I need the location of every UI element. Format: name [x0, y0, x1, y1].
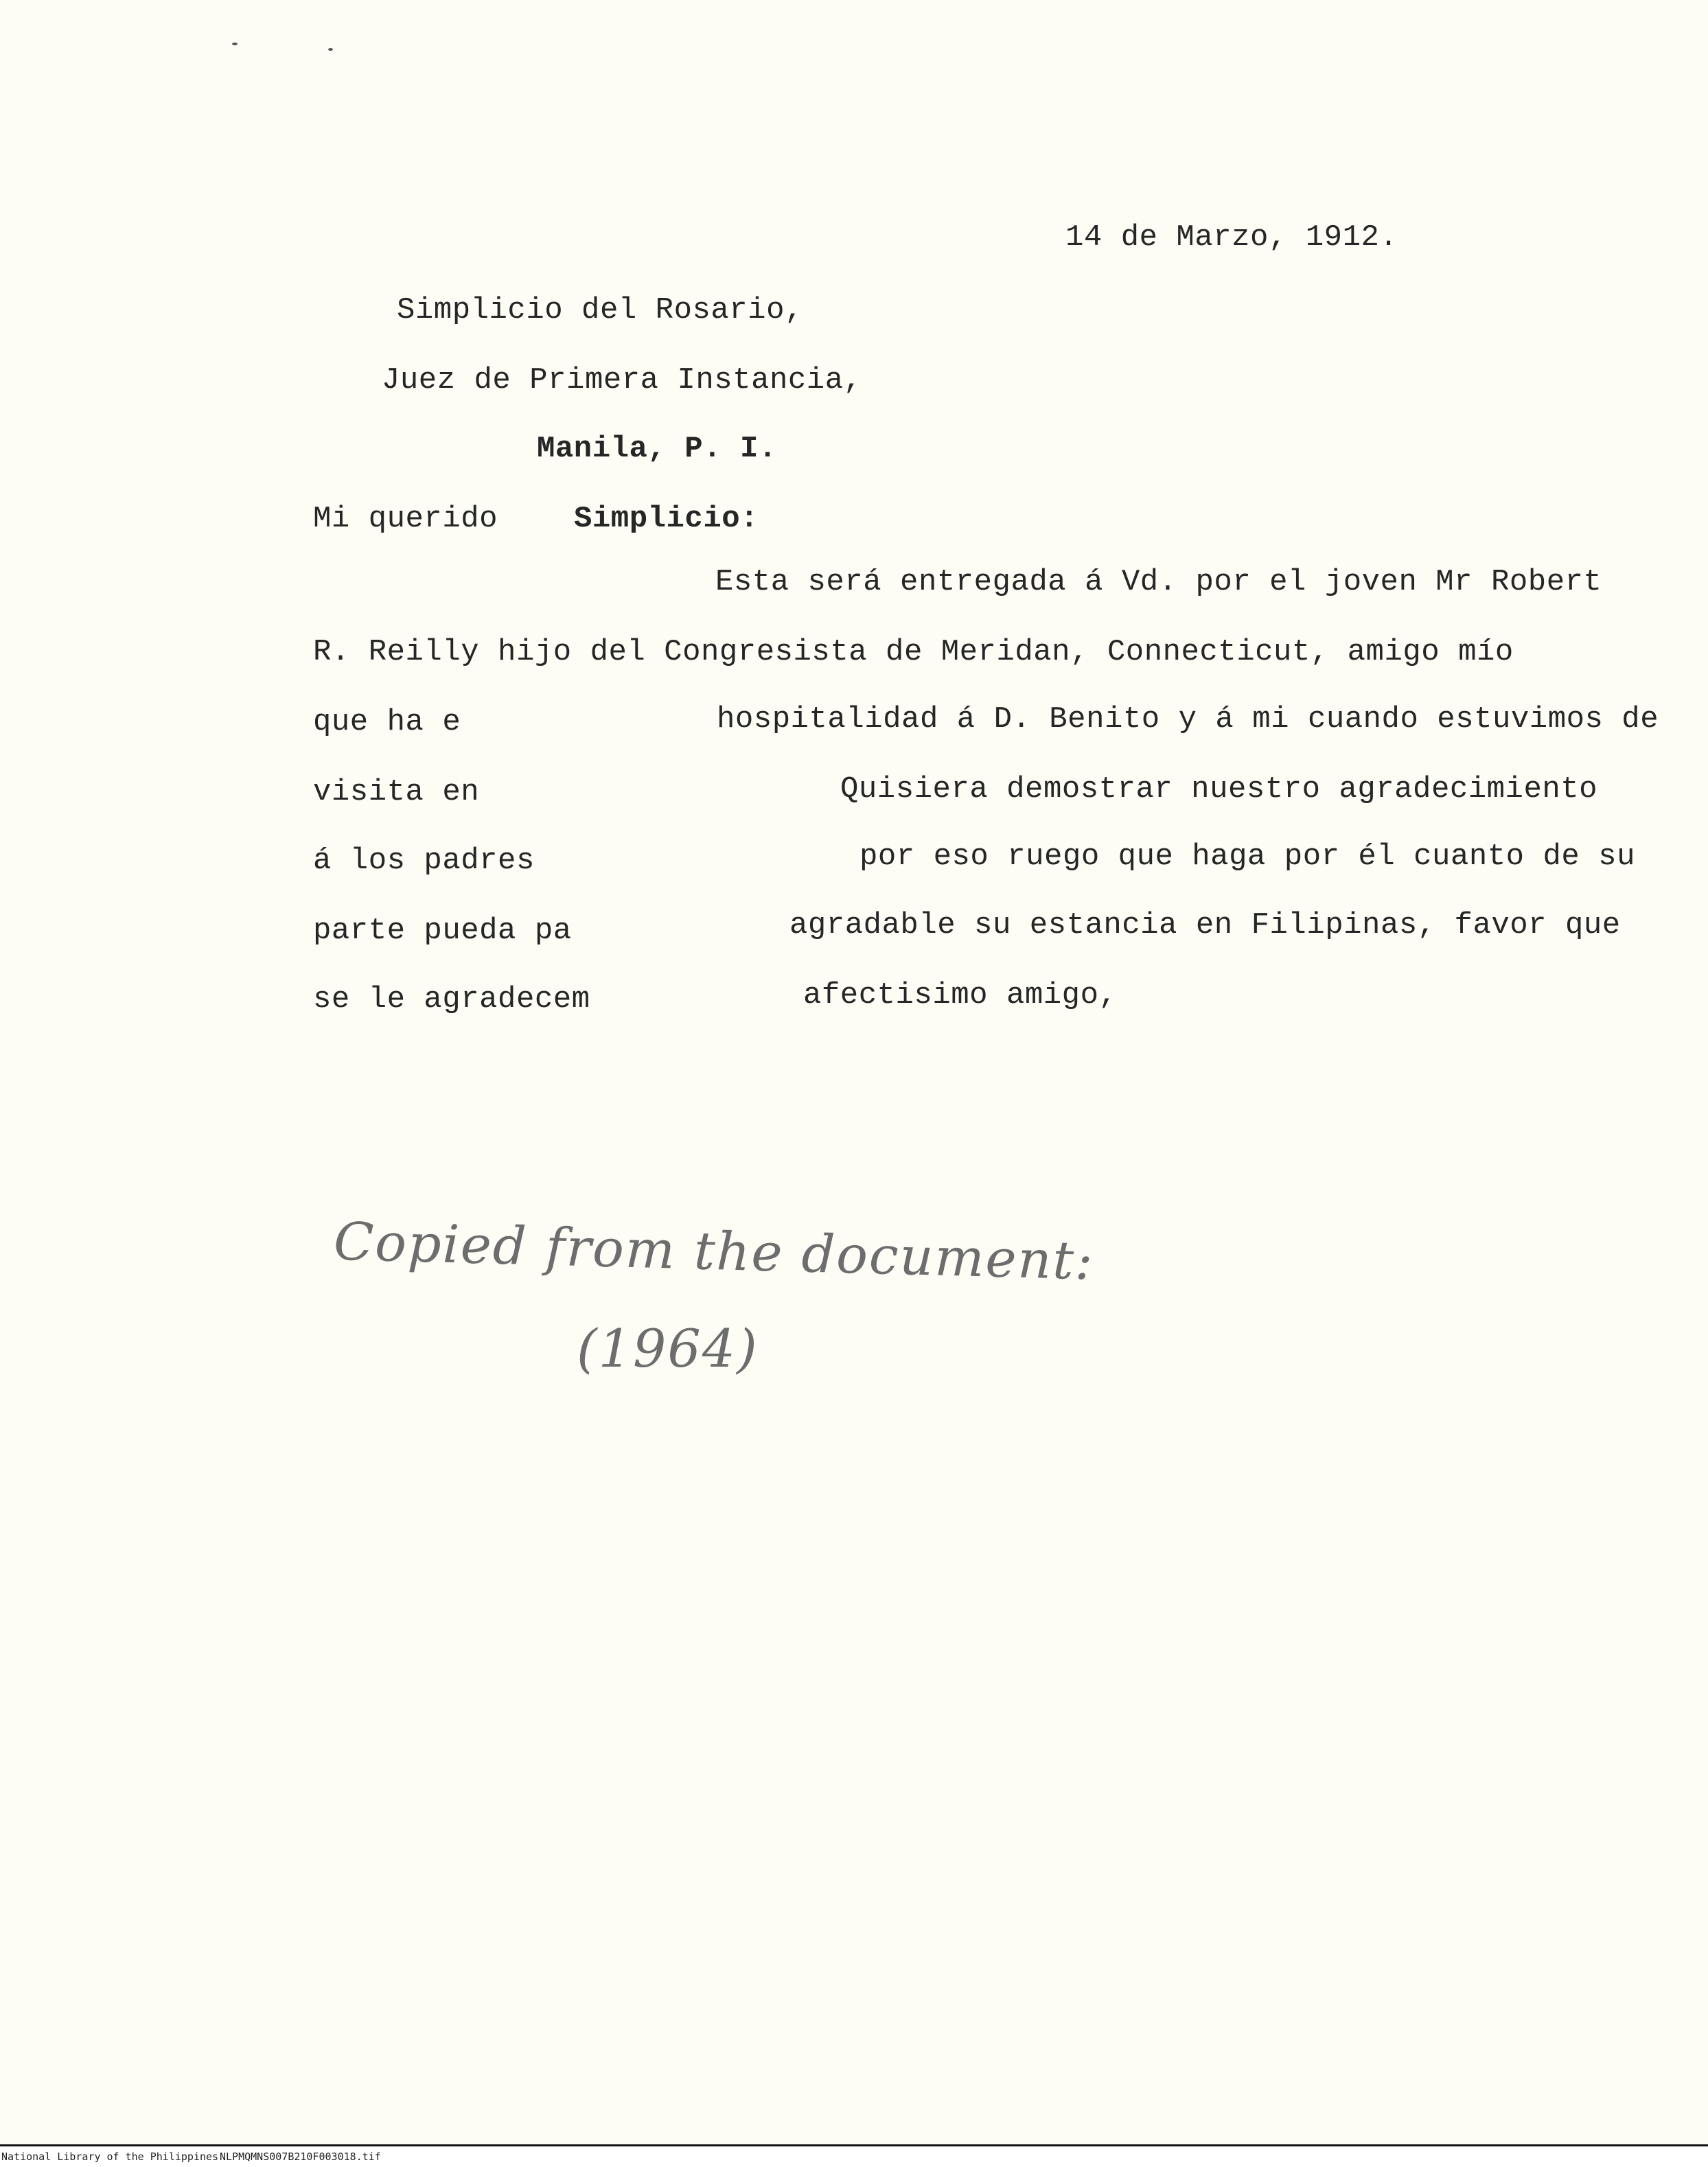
body-line-6-right: agradable su estancia en Filipinas, favor que: [789, 908, 1621, 942]
footer-file: NLPMQMNS007B210F003018.tif: [220, 2151, 381, 2163]
letter-date: 14 de Marzo, 1912.: [1065, 220, 1398, 255]
paper-speck: [232, 43, 238, 45]
recipient-location: Manila, P. I.: [537, 432, 777, 466]
handwritten-note-line-2: (1964): [577, 1318, 759, 1379]
body-line-4-left: visita en: [313, 775, 480, 809]
body-line-2-right: R. Reilly hijo del Congresista de Meridan, Connecticut, amigo mío: [313, 635, 1514, 669]
body-line-3-left: que ha e: [313, 705, 461, 739]
body-line-5-left: á los padres: [313, 844, 535, 878]
body-line-4-right: Quisiera demostrar nuestro agradecimiento: [840, 772, 1598, 807]
footer-source: National Library of the Philippines: [1, 2151, 219, 2163]
salutation-part1: Mi querido: [313, 502, 498, 536]
body-line-7-left: se le agradecem: [313, 982, 590, 1017]
scan-footer: [0, 2144, 1708, 2167]
body-line-5-right: por eso ruego que haga por él cuanto de su: [859, 839, 1635, 874]
handwritten-note-line-1: Copied from the document:: [333, 1210, 1095, 1292]
body-line-7-right: afectisimo amigo,: [803, 978, 1118, 1012]
body-line-6-left: parte pueda pa: [313, 914, 572, 948]
body-line-3-right: hospitalidad á D. Benito y á mi cuando estuvimos de: [717, 702, 1659, 737]
body-line-1-right: Esta será entregada á Vd. por el joven Mr Robert: [715, 565, 1602, 599]
paper-speck: [328, 48, 333, 51]
recipient-name: Simplicio del Rosario,: [397, 293, 803, 327]
salutation-part2: Simplicio:: [574, 502, 759, 536]
recipient-title: Juez de Primera Instancia,: [382, 363, 862, 397]
